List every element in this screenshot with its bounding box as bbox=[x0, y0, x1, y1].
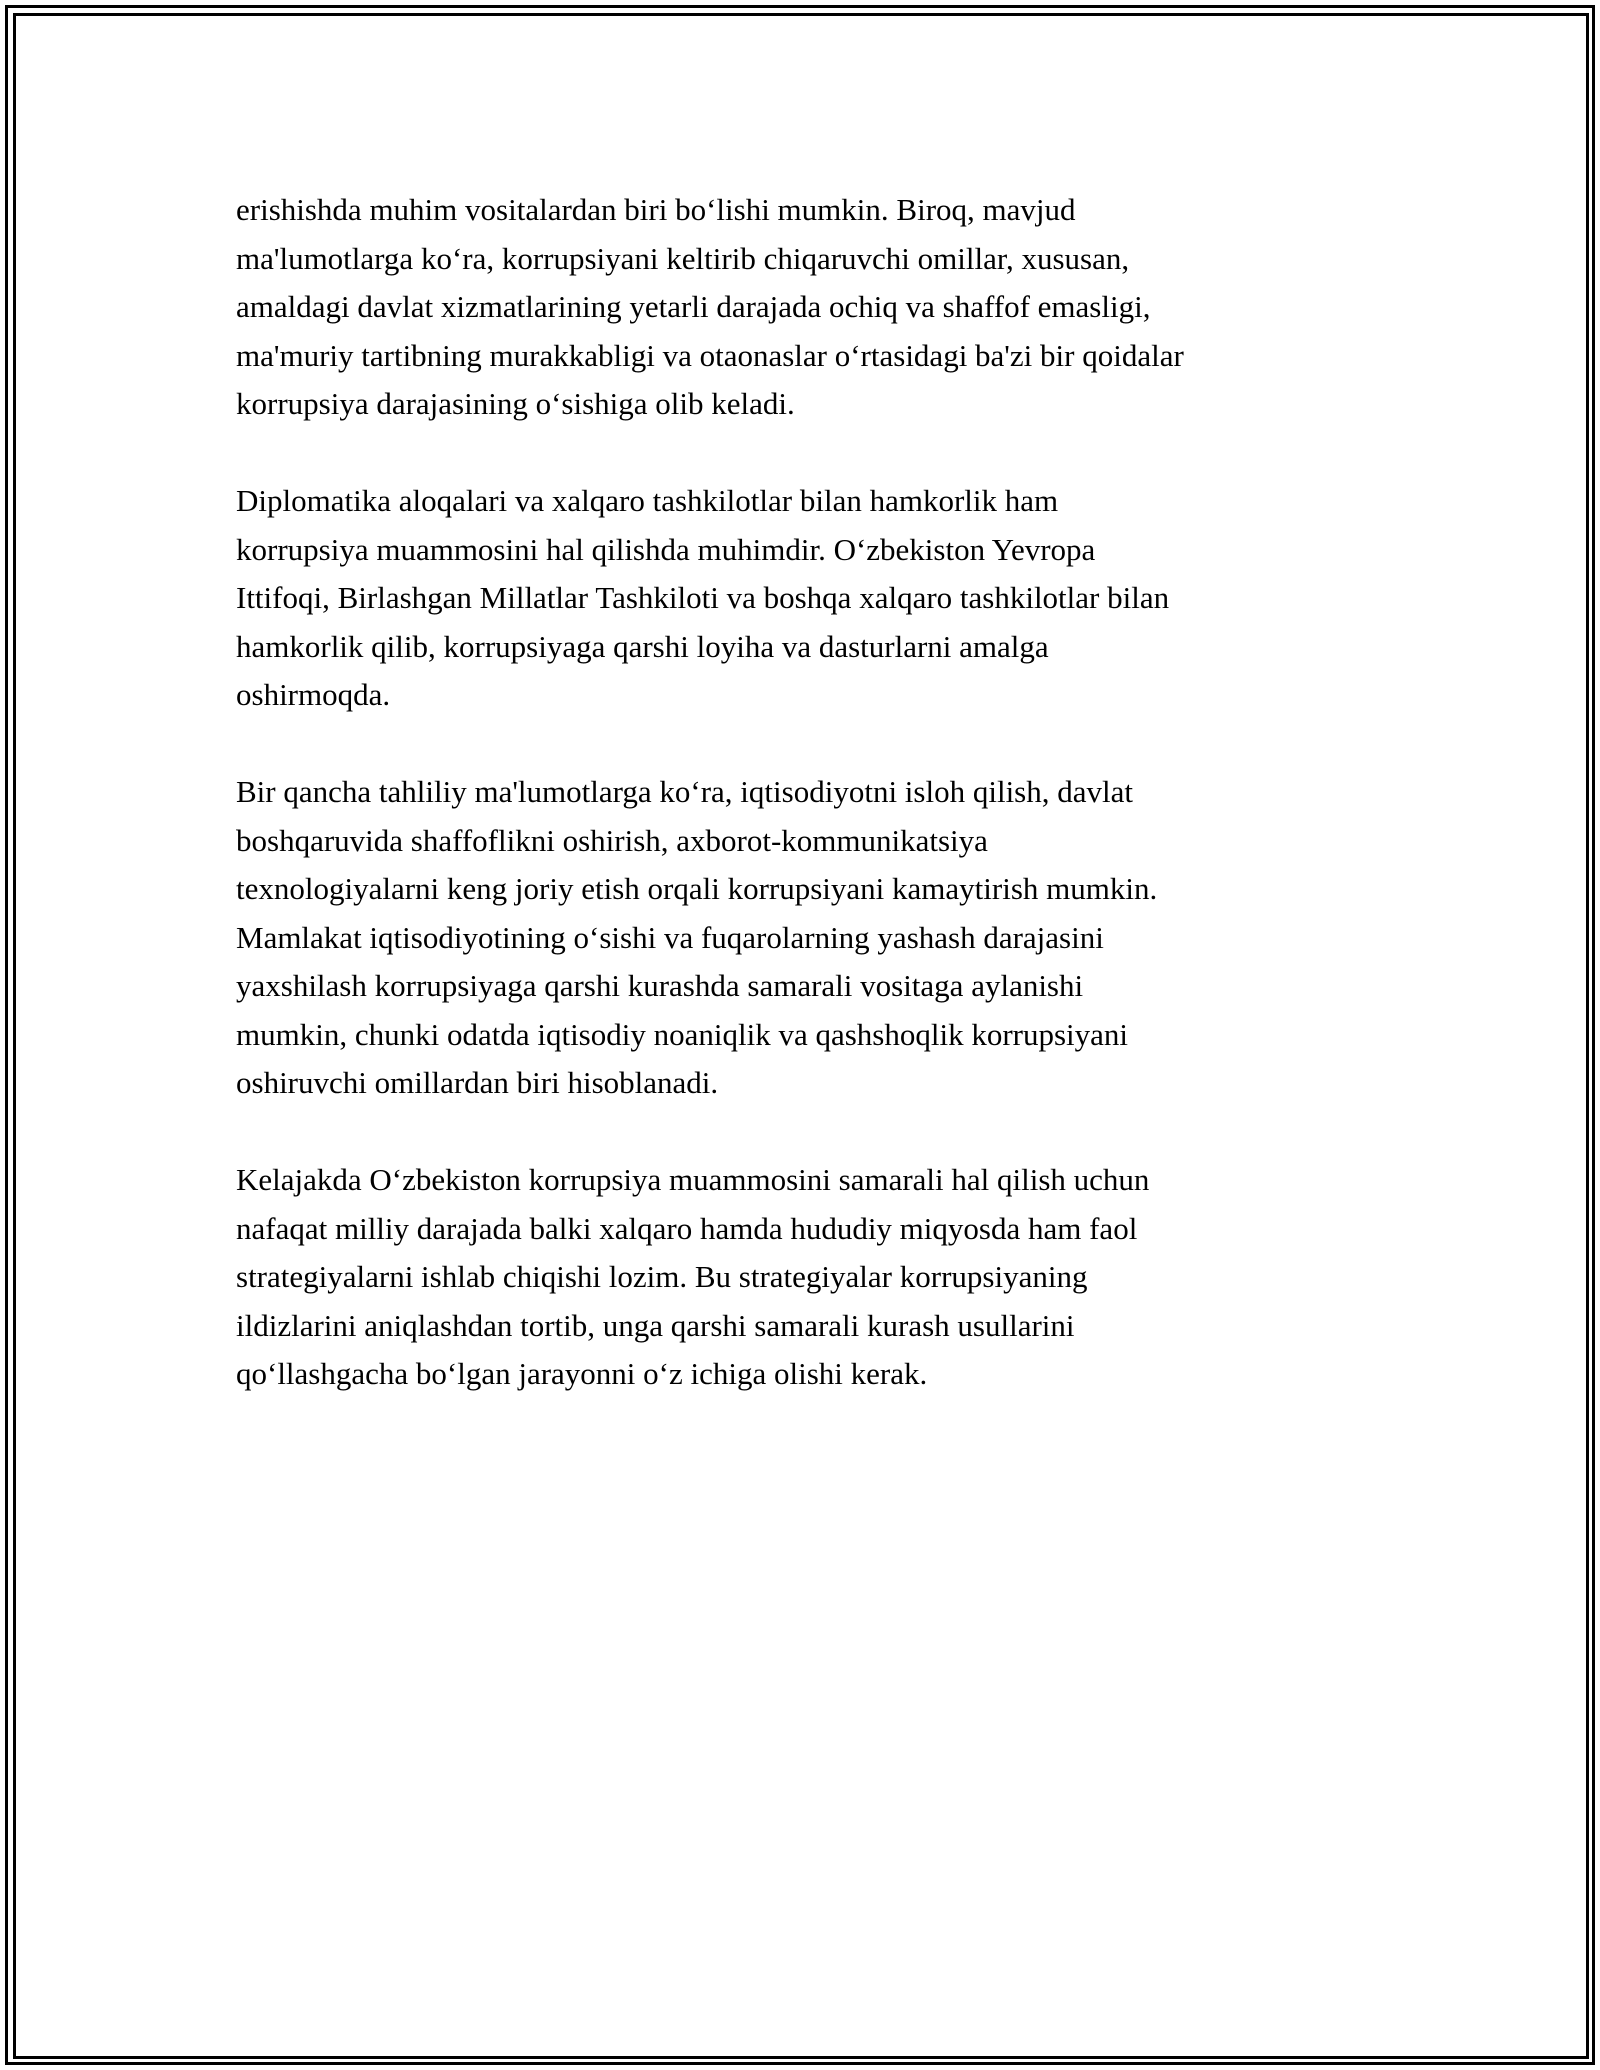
text-line: korrupsiya darajasining o‘sishiga olib keladi. bbox=[236, 386, 795, 421]
text-line: strategiyalarni ishlab chiqishi lozim. Bu strategiyalar korrupsiyaning bbox=[236, 1259, 1088, 1294]
text-line: Ittifoqi, Birlashgan Millatlar Tashkiloti va boshqa xalqaro tashkilotlar bilan bbox=[236, 580, 1170, 615]
text-line: ma'muriy tartibning murakkabligi va otaonaslar o‘rtasidagi ba'zi bir qoidalar bbox=[236, 337, 1184, 373]
text-line: oshirmoqda. bbox=[236, 677, 391, 712]
text-line: mumkin, chunki odatda iqtisodiy noaniqlik va qashshoqlik korrupsiyani bbox=[236, 1016, 1129, 1052]
text-line: Bir qancha tahliliy ma'lumotlarga ko‘ra, iqtisodiyotni isloh qilish, davlat bbox=[236, 774, 1133, 809]
paragraph-3 bbox=[236, 768, 1376, 1108]
text-line: Mamlakat iqtisodiyotining o‘sishi va fuqarolarning yashash darajasini bbox=[236, 919, 1104, 955]
text-line: texnologiyalarni keng joriy etish orqali korrupsiyani kamaytirish mumkin. bbox=[236, 871, 1158, 906]
text-line: korrupsiya muammosini hal qilishda muhimdir. O‘zbekiston Yevropa bbox=[236, 531, 1096, 567]
text-line: ma'lumotlarga ko‘ra, korrupsiyani keltirib chiqaruvchi omillar, xususan, bbox=[236, 240, 1130, 276]
text-line: ildizlarini aniqlashdan tortib, unga qarshi samarali kurash usullarini bbox=[236, 1307, 1075, 1343]
text-line: Kelajakda O‘zbekiston korrupsiya muammosini samarali hal qilish uchun bbox=[236, 1162, 1150, 1197]
text-line: yaxshilash korrupsiyaga qarshi kurashda samarali vositaga aylanishi bbox=[236, 968, 1084, 1003]
text-line: hamkorlik qilib, korrupsiyaga qarshi loyiha va dasturlarni amalga bbox=[236, 628, 1049, 664]
text-line: Diplomatika aloqalari va xalqaro tashkilotlar bilan hamkorlik ham bbox=[236, 483, 1059, 518]
paragraph-1 bbox=[236, 186, 1376, 429]
paragraph-4 bbox=[236, 1156, 1376, 1399]
text-line: amaldagi davlat xizmatlarining yetarli darajada ochiq va shaffof emasligi, bbox=[236, 289, 1151, 324]
text-line: boshqaruvida shaffoflikni oshirish, axborot-kommunikatsiya bbox=[236, 822, 988, 858]
document-body bbox=[236, 186, 1376, 1447]
text-line: nafaqat milliy darajada balki xalqaro hamda hududiy miqyosda ham faol bbox=[236, 1210, 1138, 1246]
text-line: qo‘llashgacha bo‘lgan jarayonni o‘z ichiga olishi kerak. bbox=[236, 1356, 928, 1391]
paragraph-2 bbox=[236, 477, 1376, 720]
text-line: erishishda muhim vositalardan biri bo‘lishi mumkin. Biroq, mavjud bbox=[236, 192, 1076, 227]
text-line: oshiruvchi omillardan biri hisoblanadi. bbox=[236, 1065, 719, 1100]
